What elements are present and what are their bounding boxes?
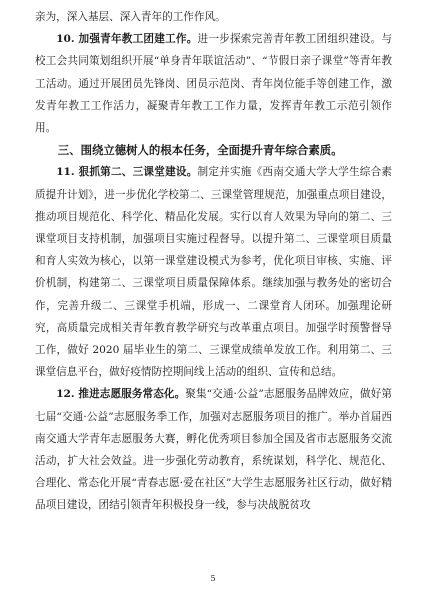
paragraph-12-text: 聚集“交通·公益”志愿服务品牌效应，做好第七届“交通·公益”志愿服务季工作，加强对志愿服务项目的推广。举办首届西南交通大学青年志愿服务大赛，孵化优秀项目参加全国及省市志愿服务交流活动，扩大社会效益。进一步强化劳动教育，系统谋划，科学化、规范化、合理化、常态化开展“青春志愿·爱在社区”大学生志愿服务社区行动，做好精品项目建设，团结引领青年积极投身一线，参与决战脱贫攻 [35,388,392,512]
paragraph-11-heading: 11. 狠抓第二、三课堂建设。 [56,166,198,179]
page-number: 5 [210,574,216,583]
paragraph-continuation: 亲为，深入基层、深入青年的工作作风。 [35,11,226,23]
paragraph-11 [35,161,392,383]
section-heading-3: 三、围绕立德树人的根本任务，全面提升青年综合素质。 [57,143,343,158]
paragraph-12 [35,383,392,516]
paragraph-10 [35,28,392,139]
paragraph-11-text: 制定并实施《西南交通大学大学生综合素质提升计划》，进一步优化学校第二、三课堂管理规范，加强重点项目建设，推动项目规范化、科学化、精品化发展。实行以育人效果为导向的第二、三课堂项目支持机制，加强项目实施过程督导。以提升第二、三课堂项目质量和育人实效为核心，以第一课堂建设模式为参考，优化项目审核、实施、评价机制，构建第二、三课堂项目质量保障体系。继续加强与教务处的密切合作，完善升级二、三课堂手机端，形成一、二课堂育人闭环。加强理论研究，高质量完成相关青年教育教学研究与改革重点项目。加强学时预警督导工作，做好 2020 届毕业生的第二、三课堂成绩单发放工作。利用第二、三课堂信息平台，做好疫情防控期间线上活动的组织、宣传和总结。 [35,166,392,379]
paragraph-10-heading: 10. 加强青年教工团建工作。 [56,33,198,46]
paragraph-12-heading: 12. 推进志愿服务常态化。 [56,388,186,401]
paragraph-10-text: 进一步探索完善青年教工团组织建设。与校工会共同策划组织开展“单身青年联谊活动”、“节假日亲子课堂”等青年教工活动。通过开展团员先锋岗、团员示范岗、青年岗位能手等创建工作，激发青年教工工作活力，凝聚青年教工工作力量，发挥青年教工示范引领作用。 [35,33,392,135]
